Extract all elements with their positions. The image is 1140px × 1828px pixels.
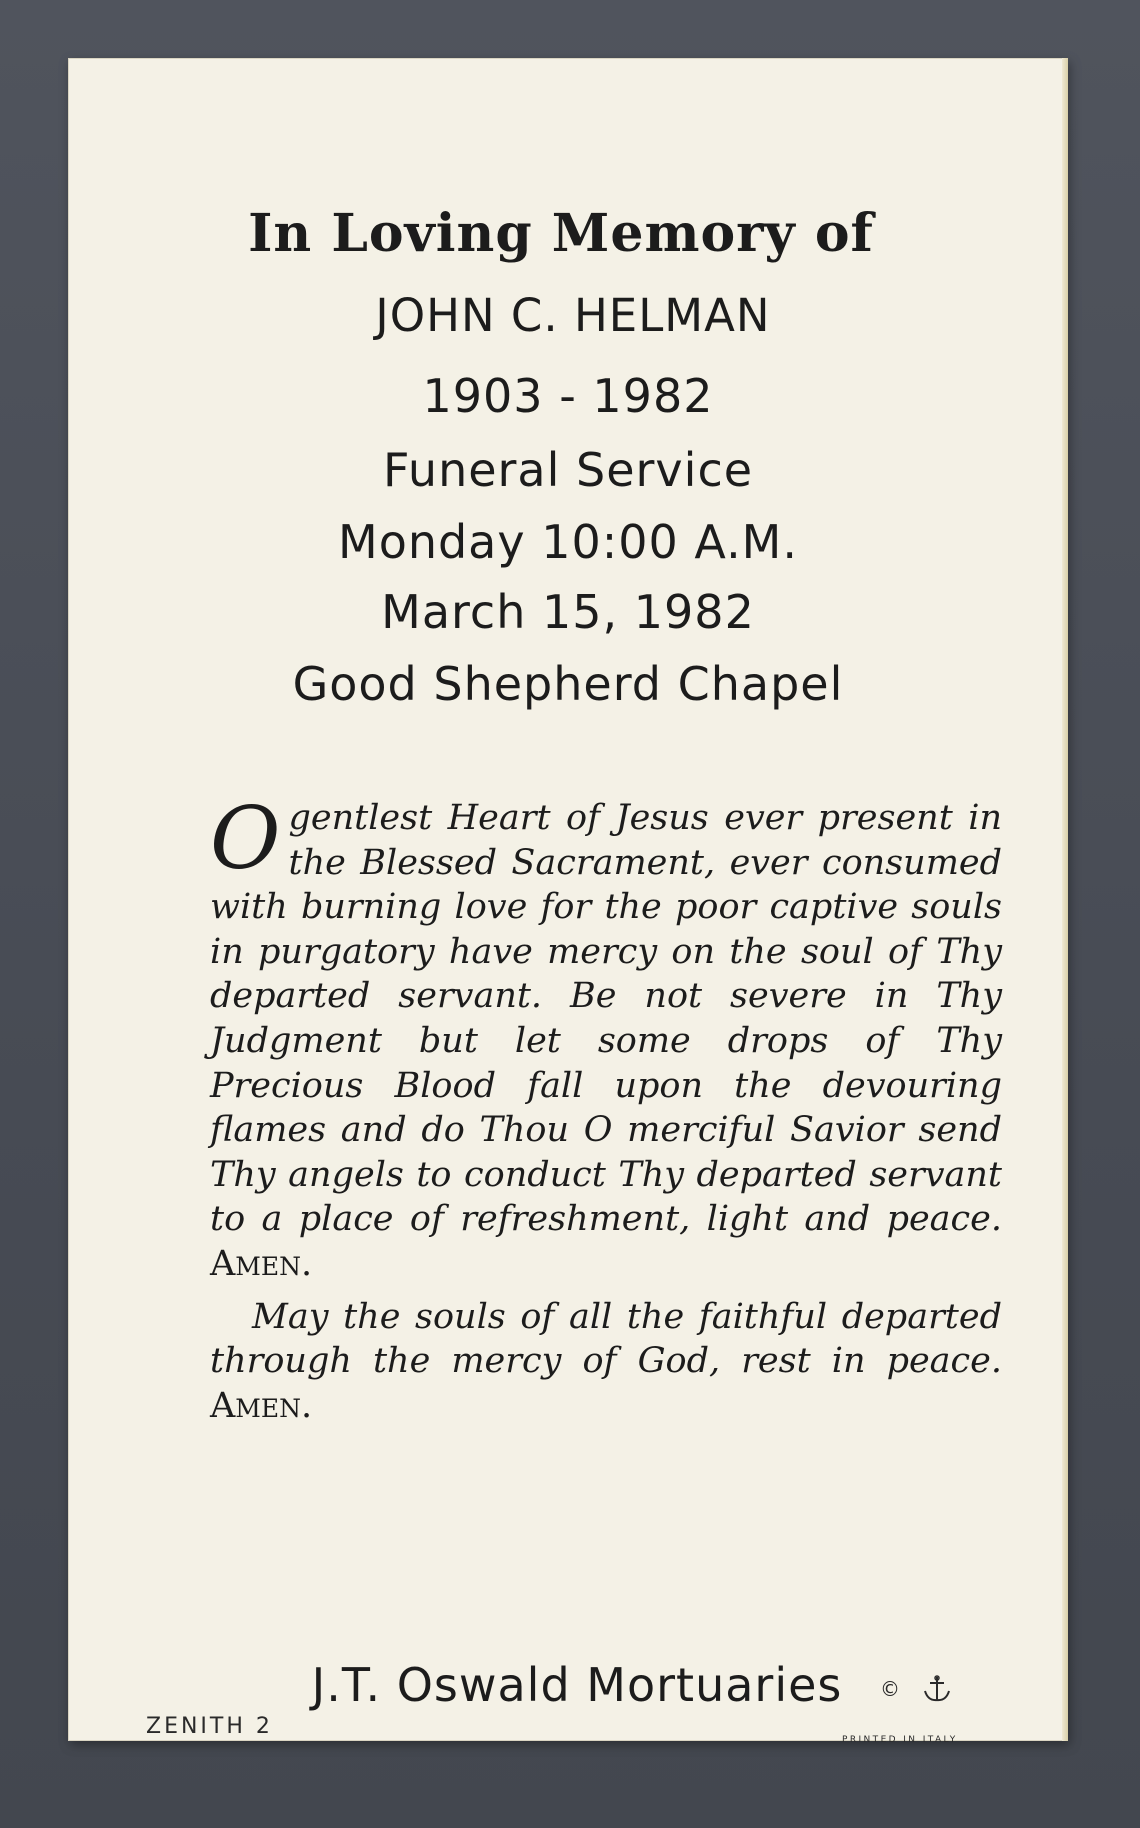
service-time: Monday 10:00 A.M.: [338, 515, 798, 569]
closing-text: May the souls of all the faithful departed through the mercy of God, rest in peace.: [210, 1296, 1002, 1382]
series-code: ZENITH 2: [146, 1714, 273, 1739]
life-years: 1903 - 1982: [422, 369, 714, 423]
memorial-card: [68, 58, 1068, 1745]
mortuary-initials: J.T.: [311, 1658, 382, 1712]
mortuary-name: Oswald Mortuaries: [396, 1658, 843, 1712]
prayer-paragraph: [210, 789, 1002, 1287]
copyright-mark: ©: [880, 1677, 900, 1701]
amen-1: Amen.: [210, 1243, 313, 1284]
closing-paragraph: [210, 1295, 1002, 1429]
prayer-dropcap: O: [210, 789, 281, 889]
mortuary-line: [68, 1658, 1068, 1712]
service-label: Funeral Service: [382, 443, 754, 497]
memorial-heading: In Loving Memory of: [248, 203, 874, 264]
printed-in-label: PRINTED IN ITALY: [842, 1735, 958, 1745]
card-header: [68, 198, 1068, 730]
prayer-text: [210, 789, 1002, 1428]
amen-2: Amen.: [210, 1385, 313, 1426]
prayer-body: gentlest Heart of Jesus ever present in the Blessed Sacrament, ever consumed with burning love for the poor captive souls in purgatory have mercy on the soul of Thy departed servant. Be not severe in Thy Judgment but let some drops of Thy Precious Blood fall upon the devouring flames and do Thou O merciful Savior send Thy angels to conduct Thy departed servant to a place of refreshment, light and peace.: [210, 798, 1002, 1240]
anchor-icon: [920, 1674, 954, 1704]
service-location: Good Shepherd Chapel: [292, 657, 844, 711]
deceased-name: JOHN C. HELMAN: [375, 289, 771, 342]
service-date: March 15, 1982: [381, 585, 755, 639]
